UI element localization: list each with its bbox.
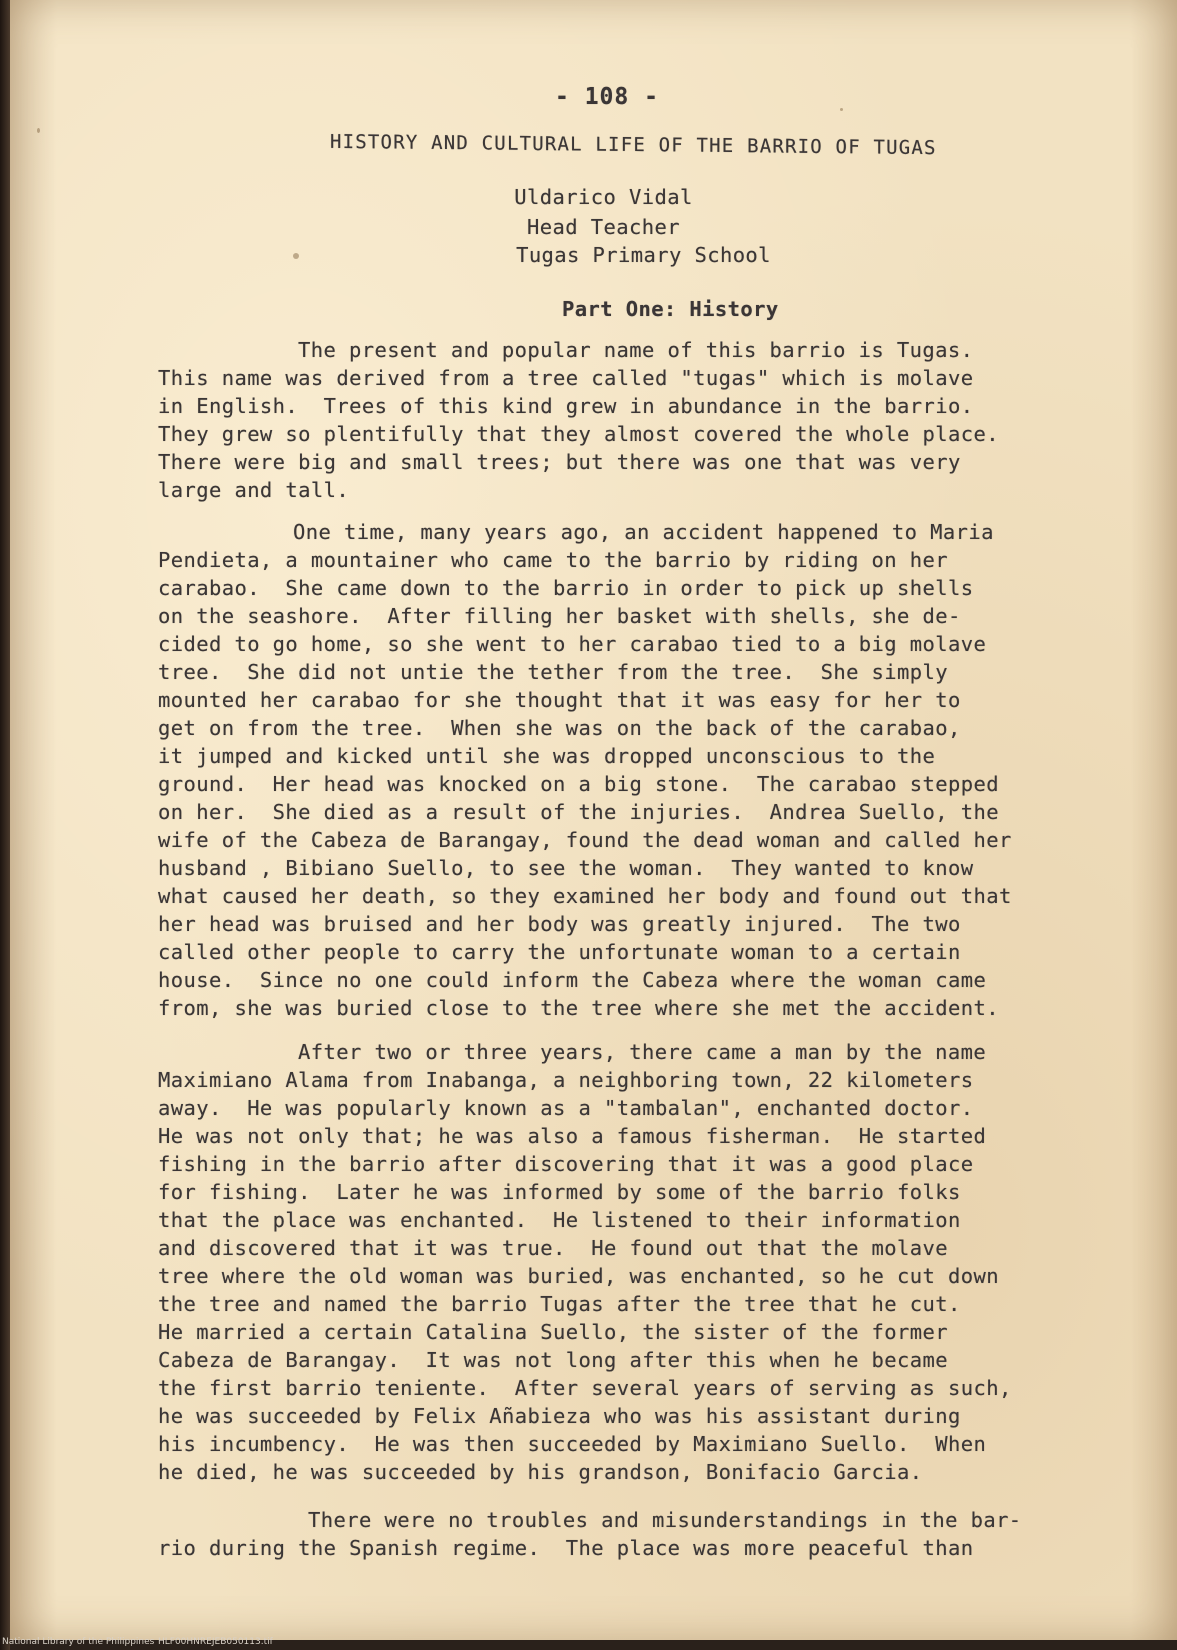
- text-line: from, she was buried close to the tree where she met the accident.: [158, 996, 999, 1020]
- text-line: for fishing. Later he was informed by some of the barrio folks: [158, 1180, 961, 1204]
- text-line: in English. Trees of this kind grew in abundance in the barrio.: [158, 394, 974, 418]
- text-line: the first barrio teniente. After several years of serving as such,: [158, 1376, 1012, 1400]
- text-line: large and tall.: [158, 478, 350, 502]
- text-line: rio during the Spanish regime. The place was more peaceful than: [158, 1536, 974, 1560]
- text-line: husband , Bibiano Suello, to see the woman. They wanted to know: [158, 856, 974, 880]
- author-name: Uldarico Vidal: [514, 185, 693, 209]
- text-line: One time, many years ago, an accident happened to Maria: [293, 520, 994, 544]
- section-heading: Part One: History: [562, 297, 779, 321]
- text-line: The present and popular name of this barrio is Tugas.: [298, 338, 974, 362]
- text-line: This name was derived from a tree called "tugas" which is molave: [158, 366, 974, 390]
- document-page: [10, 0, 1177, 1640]
- page-number: - 108 -: [555, 84, 659, 110]
- author-position: Head Teacher: [527, 215, 680, 239]
- text-line: get on from the tree. When she was on the back of the carabao,: [158, 716, 961, 740]
- text-line: fishing in the barrio after discovering that it was a good place: [158, 1152, 974, 1176]
- footer-library-credit: National Library of the Philippines: [2, 1637, 155, 1647]
- text-line: carabao. She came down to the barrio in order to pick up shells: [158, 576, 974, 600]
- text-line: his incumbency. He was then succeeded by Maximiano Suello. When: [158, 1432, 987, 1456]
- text-line: wife of the Cabeza de Barangay, found the dead woman and called her: [158, 828, 1012, 852]
- footer-file-name: HLF00HNREJEB050113.tif: [158, 1637, 273, 1647]
- text-line: He married a certain Catalina Suello, the sister of the former: [158, 1320, 949, 1344]
- book-spine-edge: [0, 0, 10, 1650]
- text-line: and discovered that it was true. He found out that the molave: [158, 1236, 949, 1260]
- text-line: They grew so plentifully that they almost covered the whole place.: [158, 422, 999, 446]
- text-line: away. He was popularly known as a "tambalan", enchanted doctor.: [158, 1096, 974, 1120]
- document-title: HISTORY AND CULTURAL LIFE OF THE BARRIO OF TUGAS: [330, 130, 937, 160]
- text-line: house. Since no one could inform the Cabeza where the woman came: [158, 968, 987, 992]
- text-line: tree. She did not untie the tether from the tree. She simply: [158, 660, 949, 684]
- text-line: her head was bruised and her body was greatly injured. The two: [158, 912, 961, 936]
- text-line: ground. Her head was knocked on a big stone. The carabao stepped: [158, 772, 999, 796]
- author-school: Tugas Primary School: [516, 243, 771, 267]
- text-line: After two or three years, there came a man by the name: [298, 1040, 987, 1064]
- text-line: it jumped and kicked until she was dropped unconscious to the: [158, 744, 936, 768]
- text-line: tree where the old woman was buried, was enchanted, so he cut down: [158, 1264, 999, 1288]
- paper-speck: [37, 128, 40, 133]
- text-line: There were big and small trees; but there was one that was very: [158, 450, 961, 474]
- text-line: He was not only that; he was also a famous fisherman. He started: [158, 1124, 987, 1148]
- text-line: on her. She died as a result of the injuries. Andrea Suello, the: [158, 800, 999, 824]
- text-line: he was succeeded by Felix Añabieza who was his assistant during: [158, 1404, 961, 1428]
- text-line: Maximiano Alama from Inabanga, a neighboring town, 22 kilometers: [158, 1068, 974, 1092]
- text-line: the tree and named the barrio Tugas after the tree that he cut.: [158, 1292, 961, 1316]
- text-line: what caused her death, so they examined her body and found out that: [158, 884, 1012, 908]
- text-line: cided to go home, so she went to her carabao tied to a big molave: [158, 632, 987, 656]
- text-line: mounted her carabao for she thought that it was easy for her to: [158, 688, 961, 712]
- text-line: that the place was enchanted. He listened to their information: [158, 1208, 961, 1232]
- text-line: on the seashore. After filling her basket with shells, she de-: [158, 604, 961, 628]
- text-line: Pendieta, a mountainer who came to the barrio by riding on her: [158, 548, 949, 572]
- text-line: he died, he was succeeded by his grandson, Bonifacio Garcia.: [158, 1460, 923, 1484]
- text-line: Cabeza de Barangay. It was not long after this when he became: [158, 1348, 949, 1372]
- text-line: There were no troubles and misunderstandings in the bar-: [308, 1508, 1022, 1532]
- paper-speck: [840, 108, 843, 111]
- text-line: called other people to carry the unfortunate woman to a certain: [158, 940, 961, 964]
